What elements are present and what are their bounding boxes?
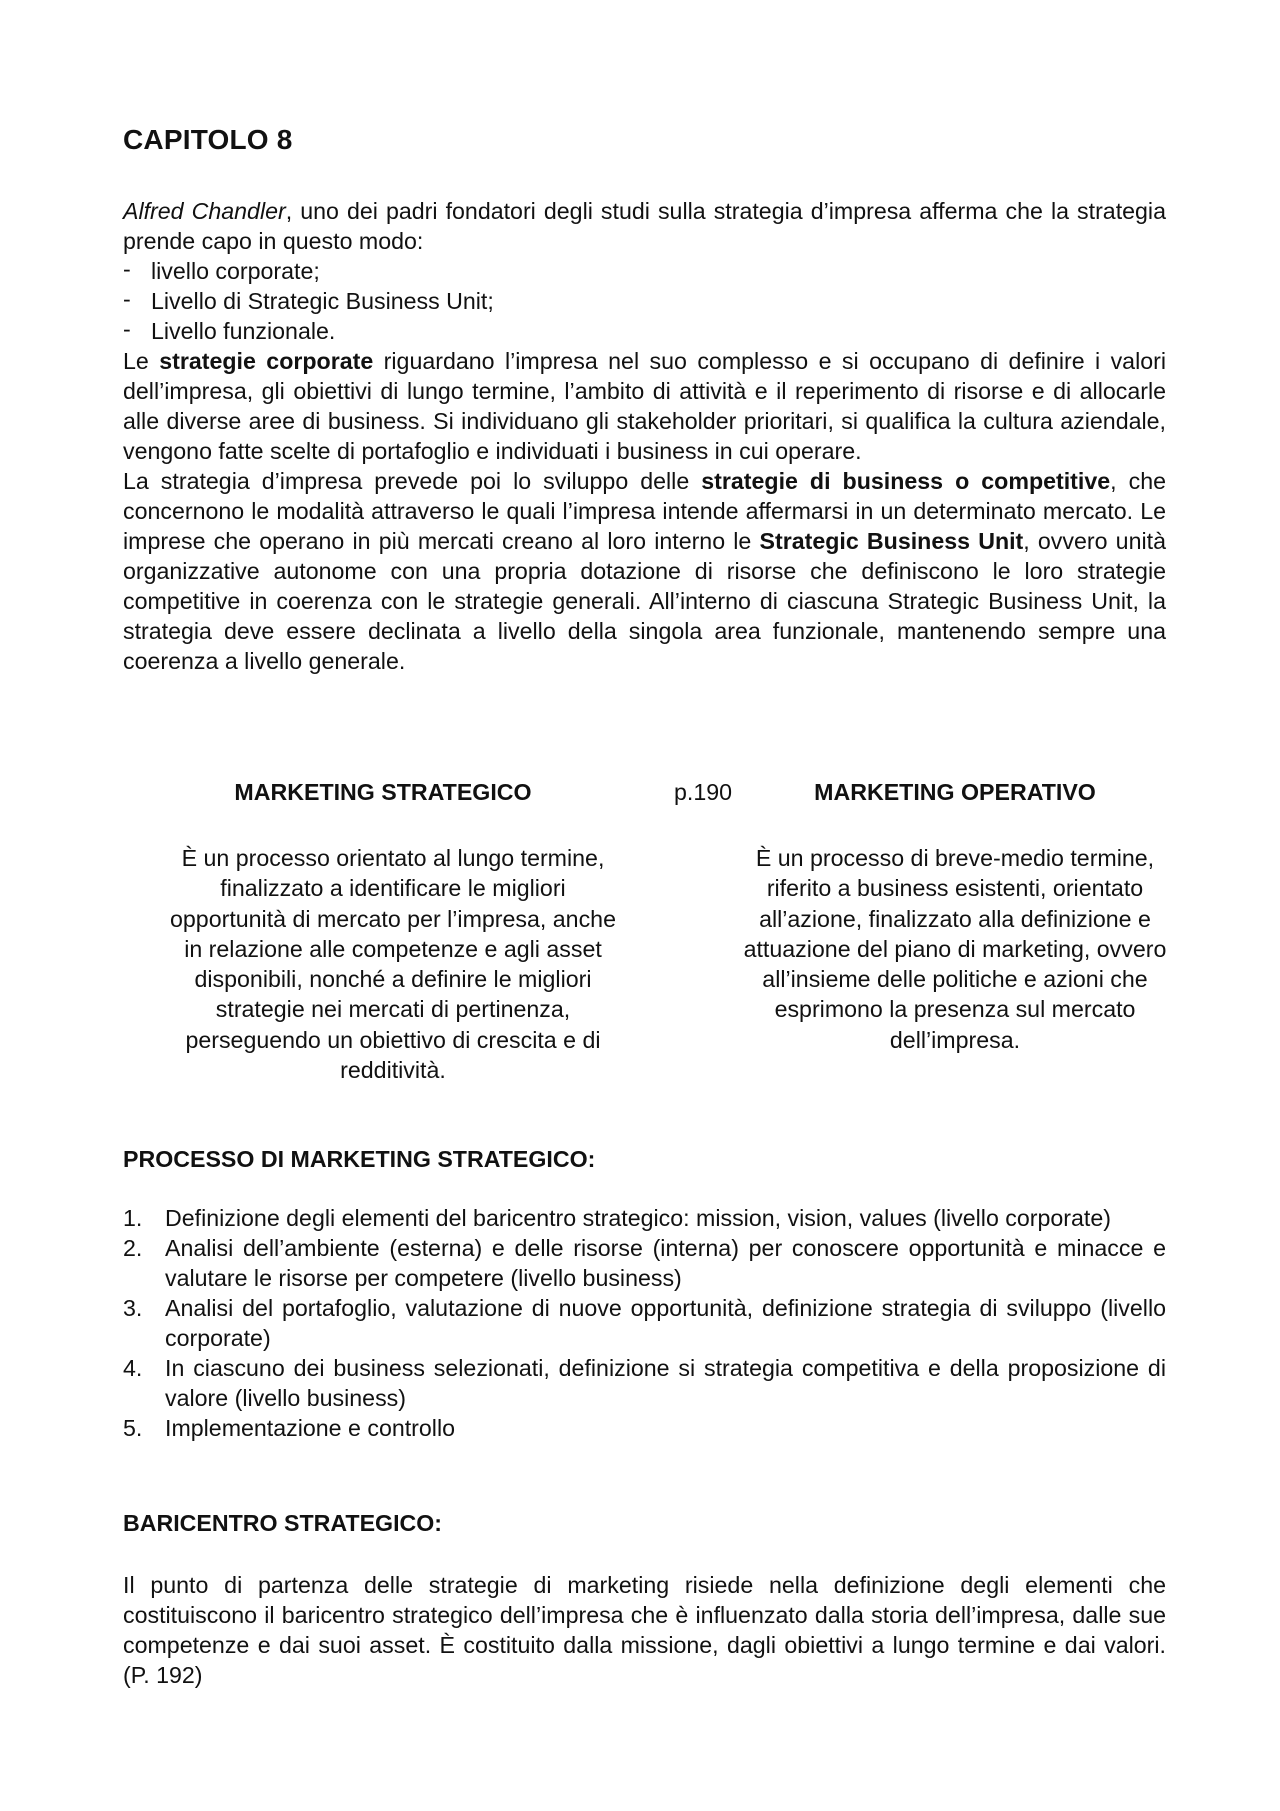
list-item: - Livello funzionale. — [123, 316, 1166, 346]
step-text: Analisi dell’ambiente (esterna) e delle risorse (interna) per conoscere opportunità e minacce e valutare le risorse per competere (livello business) — [165, 1235, 1166, 1291]
description-line: dell’impresa. — [889, 1026, 1021, 1053]
step-text: Analisi del portafoglio, valutazione di nuove opportunità, definizione strategia di sviluppo (livello corporate) — [165, 1295, 1166, 1351]
operative-marketing-description — [730, 843, 1180, 1055]
chapter-title: CAPITOLO 8 — [123, 124, 293, 155]
step-text: Implementazione e controllo — [165, 1415, 456, 1441]
description-line: È un processo orientato al lungo termine, — [181, 845, 605, 871]
page-reference: p.190 — [673, 779, 733, 805]
description-line: opportunità di mercato per l’impresa, anche — [170, 905, 616, 932]
list-item: - Livello di Strategic Business Unit; — [123, 286, 1166, 316]
description-line: attuazione del piano di marketing, ovvero — [743, 935, 1167, 962]
description-line: all’insieme delle politiche e azioni che — [762, 966, 1148, 993]
text-run: , che concernono le modalità attraverso le quali l’impresa intende affermarsi in un determinato mercato. Le imprese che operano in più mercati creano al loro interno le — [123, 468, 1166, 554]
author-name: Alfred Chandler — [123, 198, 286, 224]
intro-paragraph — [123, 196, 1166, 256]
marketing-comparison — [123, 779, 1166, 1099]
list-item: - livello corporate; — [123, 256, 1166, 286]
text-run: riguardano l’impresa nel suo complesso e si occupano di definire i valori dell’impresa, gli obiettivi di lungo termine, l’ambito di attività e il reperimento di risorse e di allocarle alle diverse aree di business. Si individuano gli stakeholder prioritari, si qualifica la cultura aziendale, vengono fatte scelte di portafoglio e individuati i business in cui operare. — [123, 348, 1167, 464]
list-item — [123, 1233, 1166, 1293]
text-run: , ovvero unità organizzative autonome con una propria dotazione di risorse che definiscono le loro strategie competitive in coerenza con le strategie generali. All’interno di ciascuna Strategic Business Unit, la strategia deve essere declinata a livello della singola area funzionale, mantenendo sempre una coerenza a livello generale. — [123, 528, 1166, 674]
process-steps-list — [123, 1203, 1166, 1443]
step-number: 2. — [123, 1235, 143, 1261]
process-heading: PROCESSO DI MARKETING STRATEGICO: — [123, 1146, 596, 1172]
description-line: redditività. — [340, 1057, 446, 1084]
list-item — [123, 1353, 1166, 1413]
bold-term: strategie corporate — [159, 348, 374, 374]
list-item — [123, 1293, 1166, 1353]
step-number: 1. — [123, 1205, 143, 1231]
strategy-levels-list — [123, 256, 1166, 346]
list-item — [123, 1413, 1166, 1443]
text-run: La strategia d’impresa prevede poi lo sviluppo delle — [123, 468, 702, 494]
strategic-marketing-description — [133, 843, 653, 1085]
intro-text: , uno dei padri fondatori degli studi sulla strategia d’impresa afferma che la strategia prende capo in questo modo: — [123, 198, 1166, 254]
step-text: Definizione degli elementi del baricentro strategico: mission, vision, values (livello corporate) — [165, 1205, 1111, 1231]
baricentro-heading: BARICENTRO STRATEGICO: — [123, 1510, 443, 1536]
description-line: in relazione alle competenze e agli asset — [184, 935, 602, 962]
description-line: riferito a business esistenti, orientato — [766, 875, 1144, 902]
operative-marketing-title: MARKETING OPERATIVO — [814, 779, 1096, 805]
corporate-strategy-paragraph — [123, 346, 1166, 466]
bold-term: Strategic Business Unit — [759, 528, 1024, 554]
step-number: 4. — [123, 1355, 143, 1381]
strategic-marketing-title: MARKETING STRATEGICO — [234, 779, 532, 805]
description-line: È un processo di breve-medio termine, — [755, 845, 1155, 871]
bold-term: strategie di business o competitive — [701, 468, 1111, 494]
list-item — [123, 1203, 1166, 1233]
text-run: Le — [123, 348, 160, 374]
business-strategy-paragraph — [123, 466, 1166, 676]
step-text: In ciascuno dei business selezionati, definizione si strategia competitiva e della proposizione di valore (livello business) — [165, 1355, 1166, 1411]
baricentro-paragraph: Il punto di partenza delle strategie di marketing risiede nella definizione degli elementi che costituiscono il baricentro strategico dell’impresa che è influenzato dalla storia dell’impresa, dalle sue competenze e dai suoi asset. È costituito dalla missione, dagli obiettivi a lungo termine e dai valori. (P. 192) — [123, 1572, 1166, 1688]
description-line: perseguendo un obiettivo di crescita e di — [185, 1026, 601, 1053]
description-line: all’azione, finalizzato alla definizione e — [759, 905, 1151, 932]
intro-section — [123, 196, 1166, 676]
step-number: 5. — [123, 1415, 143, 1441]
baricentro-section — [123, 1570, 1166, 1690]
description-line: esprimono la presenza sul mercato — [774, 996, 1136, 1023]
step-number: 3. — [123, 1295, 143, 1321]
description-line: disponibili, nonché a definire le migliori — [194, 966, 592, 993]
description-line: strategie nei mercati di pertinenza, — [215, 996, 571, 1023]
description-line: finalizzato a identificare le migliori — [220, 875, 566, 902]
